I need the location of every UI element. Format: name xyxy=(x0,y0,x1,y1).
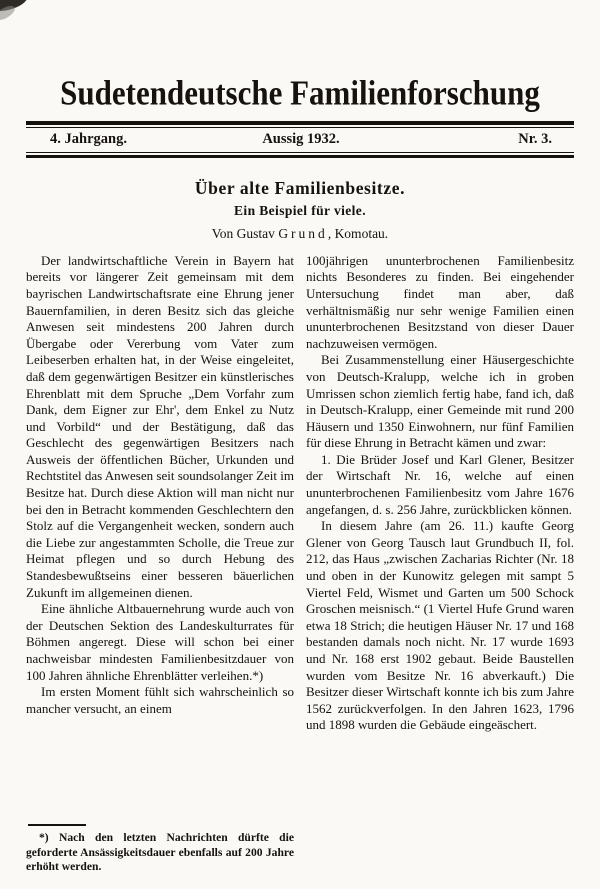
paragraph-right-4: In diesem Jahre (am 26. 11.) kaufte Georg Glener von Georg Tausch laut Grundbuch II, fol. 212, das Haus „zwischen Zacharias Richter (Nr. 18 und oben in der Kunowitz gelegen mit sampt 5 Viertel Feld, Wismet und Garten um 500 Schock Groschen meisnisch.“ (1 Viertel Hufe Grund waren etwa 18 Strich; die heutigen Häuser Nr. 17 und 168 bestanden damals noch nicht. Nr. 17 wurde 1693 und Nr. 168 erst 1902 gebaut. Beide Baustellen wurden vom Besitze Nr. 16 abverkauft.) Die Besitzer dieser Wirtschaft konnte ich bis zum Jahre 1562 zurückverfolgen. In den Jahren 1623, 1796 und 1898 wurden die Gebäude eingeäschert. xyxy=(306,518,574,733)
header-rule-thick-top xyxy=(26,121,574,125)
footnote-text: *) Nach den letzten Nachrichten dürfte die geforderte Ansässigkeitsdauer ebenfalls auf 200 Jahre erhöht werden. xyxy=(26,831,294,874)
journal-masthead-title: Sudetendeutsche Familienforschung xyxy=(60,72,540,113)
article-subtitle: Ein Beispiel für viele. xyxy=(234,202,366,218)
journal-header xyxy=(26,72,574,158)
column-left xyxy=(26,253,294,889)
issue-number: Nr. 3. xyxy=(518,130,552,147)
paragraph-left-1: Der landwirtschaftliche Verein in Bayern hat bereits vor längerer Zeit gemeinsam mit dem bayrischen Landwirtschaftsrate eine Ehrung jener Bauernfamilien, in deren Besitz sich das gleiche Anwesen seit mindestens 200 Jahren durch Übergabe oder Vererbung vom Vater zum Leibeserben erhalten hat, in der Weise eingeleitet, daß dem gegenwärtigen Besitzer ein künstlerisches Ehrenblatt mit dem Spruche „Dem Vorfahr zum Dank, dem Eigner zur Ehr', dem Enkel zu Nutz und Vorbild“ und der Bestätigung, daß das Geschlecht des gegenwärtigen Besitzers nach Ausweis der öffentlichen Bücher, Urkunden und Rechtstitel das Anwesen seit soundsolanger Zeit im Besitze hat. Durch diese Aktion will man nicht nur bei den in Betracht kommenden Geschlechtern den Stolz auf die Vergangenheit wecken, sondern auch die Liebe zur angestammten Scholle, die Treue zur Heimat pflegen und so durch Hebung des Standesbewußtseins einer besseren bäuerlichen Zukunft im allgemeinen dienen. xyxy=(26,252,294,600)
header-rule-thin-bottom xyxy=(26,152,574,153)
article-byline xyxy=(26,226,574,242)
paragraph-right-1: 100jährigen ununterbrochenen Familienbesitz nichts Besonderes zu finden. Bei eingehender Untersuchung findet man aber, daß verhältnismäßig nur sehr wenige Familien einen ununterbrochenen Besitzstand von dieser Dauer nachzuweisen vermögen. xyxy=(306,252,574,351)
two-column-body xyxy=(26,253,574,889)
byline-suffix: , Komotau. xyxy=(327,225,389,241)
byline-author-name: Grund xyxy=(278,225,328,241)
byline-prefix: Von Gustav xyxy=(211,225,279,241)
article-header xyxy=(26,178,574,242)
footnote-separator-rule xyxy=(28,824,86,826)
paragraph-right-2: Bei Zusammenstellung einer Häusergeschichte von Deutsch-Kralupp, welche ich in groben Umrissen schon ziemlich fertig habe, fand ich, daß in Deutsch-Kralupp, einer Gemeinde mit rund 200 Häusern und 1350 Einwohnern, nur fünf Familien für diese Ehrung in Betracht kämen und zwar: xyxy=(306,352,574,451)
issue-info-line xyxy=(26,128,574,152)
paragraph-left-2: Eine ähnliche Altbauernehrung wurde auch von der Deutschen Sektion des Landeskulturrates für Böhmen angeregt. Diese will schon bei einer nachweisbar mindesten Familienbesitzdauer von 100 Jahren ähnliche Ehrenblätter verleihen.*) xyxy=(26,601,294,683)
issue-place-year: Aussig 1932. xyxy=(262,130,340,147)
article-title: Über alte Familienbesitze. xyxy=(194,177,406,198)
column-right xyxy=(306,253,574,889)
paragraph-left-3: Im ersten Moment fühlt sich wahrscheinlich so mancher versucht, an einem xyxy=(26,684,294,716)
header-rule-thick-bottom xyxy=(26,155,574,158)
footnote-block xyxy=(26,824,294,875)
paragraph-right-3: 1. Die Brüder Josef und Karl Glener, Besitzer der Wirtschaft Nr. 16, welche auf einen ununterbrochenen Familienbesitz vom Jahre 1676 angefangen, d. s. 256 Jahre, zurückblicken können. xyxy=(306,451,574,517)
issue-volume: 4. Jahrgang. xyxy=(50,130,127,147)
